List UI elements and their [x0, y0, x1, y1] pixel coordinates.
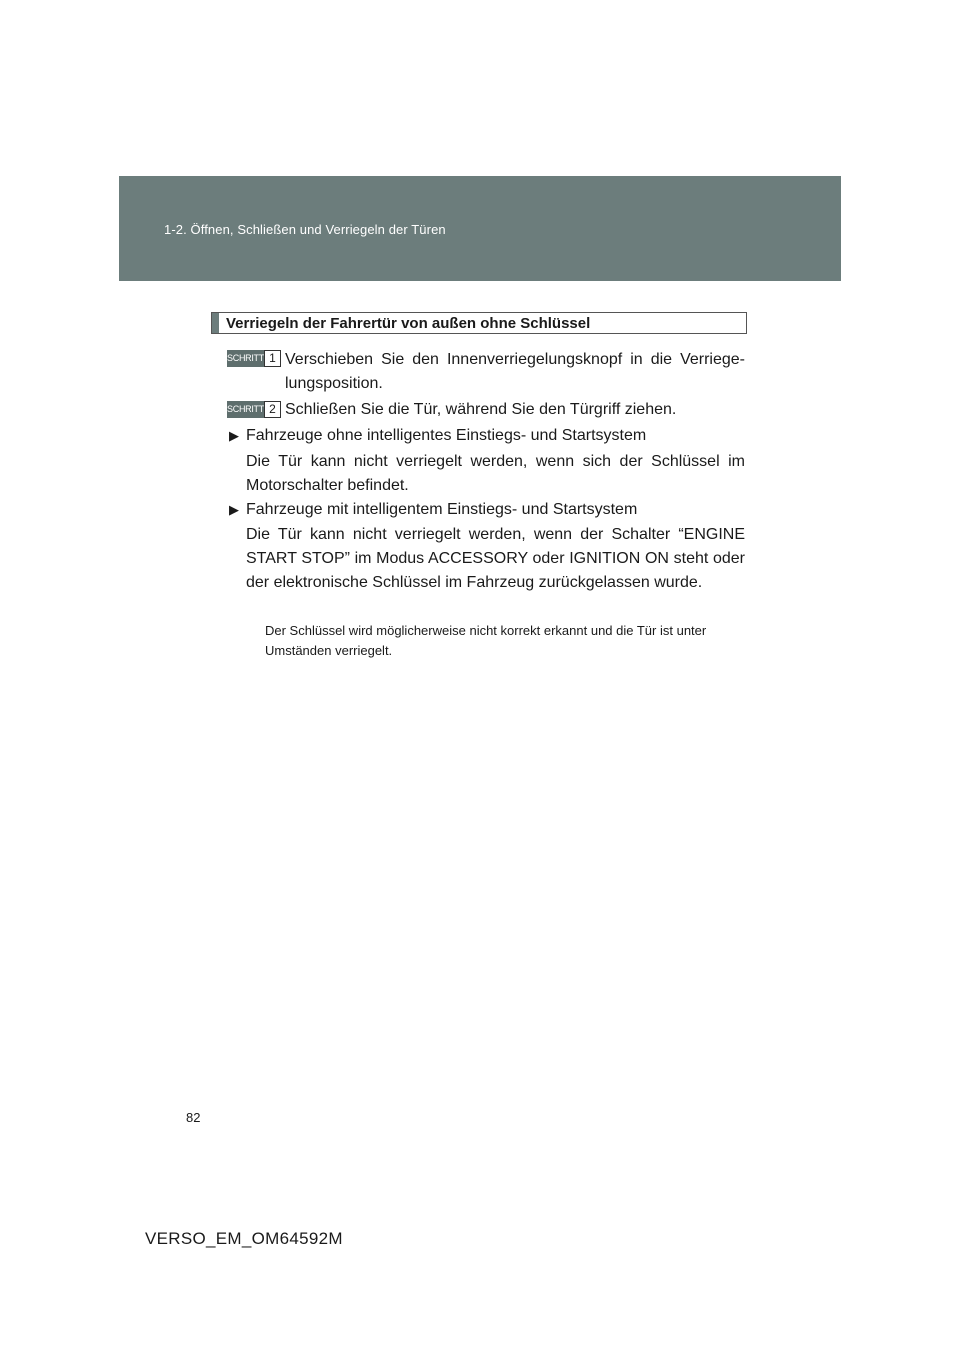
variant-2-heading — [229, 498, 637, 522]
variant-2-text: Die Tür kann nicht verriegelt werden, wenn der Schalter “ENGINE START STOP” im Modus ACCESSORY oder IGNITION ON steht oder der elektronische Schlüssel im Fahrzeug zurückgelassen wurde. — [246, 526, 745, 591]
step-2-text: Schließen Sie die Tür, während Sie den Türgriff ziehen. — [285, 401, 677, 418]
document-code: VERSO_EM_OM64592M — [145, 1229, 343, 1248]
triangle-right-icon: ▶ — [229, 428, 239, 443]
page-number: 82 — [186, 1110, 201, 1125]
note-text: Der Schlüssel wird möglicherweise nicht korrekt erkannt und die Tür ist unter Umständen verriegelt. — [265, 623, 707, 658]
variant-2-heading-text: Fahrzeuge mit intelligentem Einstiegs- und Startsystem — [246, 501, 638, 518]
step-2-badge — [227, 401, 279, 418]
section-accent-bar — [212, 313, 219, 333]
chapter-title: 1-2. Öffnen, Schließen und Verriegeln der Türen — [164, 222, 446, 237]
step-1-badge — [227, 350, 279, 367]
step-1-number: 1 — [264, 350, 281, 367]
chapter-header — [119, 176, 841, 281]
step-2-number: 2 — [264, 401, 281, 418]
step-1-label: SCHRITT — [227, 350, 264, 367]
section-title: Verriegeln der Fahrertür von außen ohne Schlüssel — [226, 315, 591, 332]
triangle-right-icon: ▶ — [229, 502, 239, 517]
section-heading — [211, 312, 747, 334]
step-2-label: SCHRITT — [227, 401, 264, 418]
step-1-text: Verschieben Sie den Innenverriegelungsknopf in die Verriege-lungsposition. — [285, 351, 745, 392]
variant-1-heading-text: Fahrzeuge ohne intelligentes Einstiegs- und Startsystem — [246, 427, 647, 444]
variant-1-text: Die Tür kann nicht verriegelt werden, wenn sich der Schlüssel im Motorschalter befindet. — [246, 453, 745, 494]
variant-1-heading — [229, 424, 646, 448]
